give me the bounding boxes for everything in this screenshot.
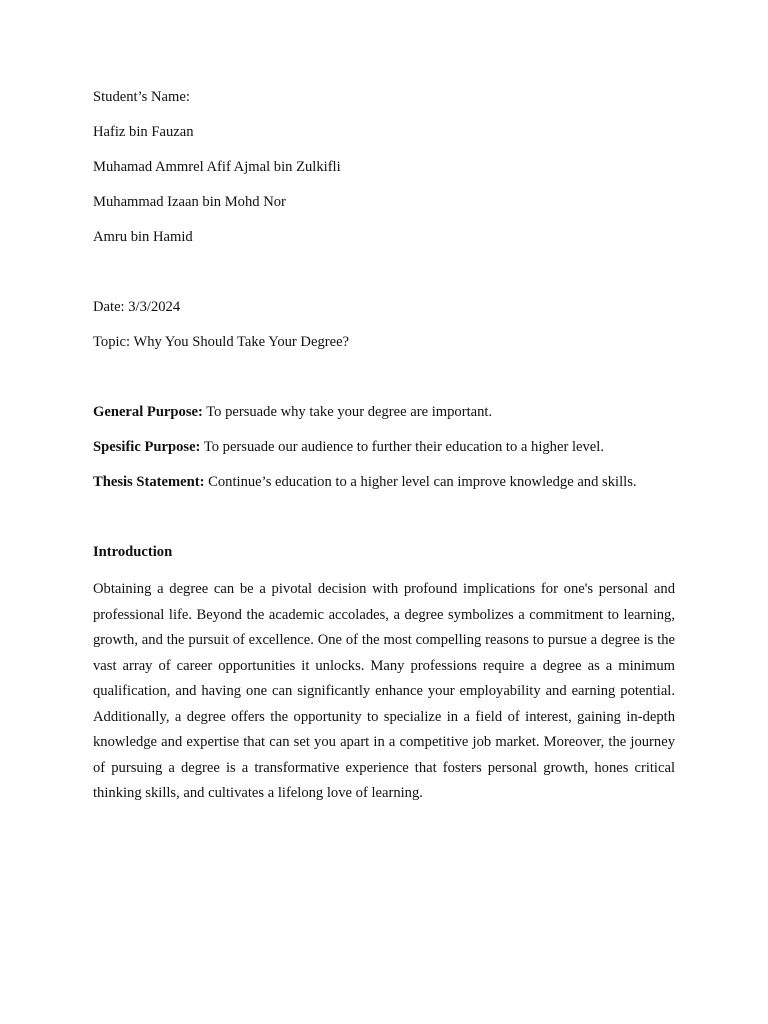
student-name: Hafiz bin Fauzan [93,124,194,140]
student-name: Muhamad Ammrel Afif Ajmal bin Zulkifli [93,159,341,175]
general-purpose [93,403,675,421]
topic-line: Topic: Why You Should Take Your Degree? [93,334,350,350]
introduction-heading: Introduction [93,544,173,560]
general-purpose-label: General Purpose: [93,404,203,420]
specific-purpose-text: To persuade our audience to further their education to a higher level. [200,439,604,455]
general-purpose-text: To persuade why take your degree are important. [202,404,493,420]
date-line: Date: 3/3/2024 [93,299,181,315]
student-name: Amru bin Hamid [93,229,193,245]
introduction-paragraph: Obtaining a degree can be a pivotal decision with profound implications for one's personal and professional life. Beyond the academic accolades, a degree symbolizes a commitment to learning, growth, and the pursuit of excellence. One of the most compelling reasons to pursue a degree is the vast array of career opportunities it unlocks. Many professions require a degree as a minimum qualification, and having one can significantly enhance your employability and earning potential. Additionally, a degree offers the opportunity to specialize in a field of interest, gaining in-depth knowledge and expertise that can set you apart in a competitive job market. Moreover, the journey of pursuing a degree is a transformative experience that fosters personal growth, hones critical thinking skills, and cultivates a lifelong love of learning. [93,581,675,801]
document-page [93,88,675,807]
thesis-statement-label: Thesis Statement: [93,474,205,490]
students-label: Student’s Name: [93,89,190,105]
student-name: Muhammad Izaan bin Mohd Nor [93,194,286,210]
thesis-statement [93,473,675,491]
specific-purpose [93,438,675,456]
specific-purpose-label: Spesific Purpose: [93,439,201,455]
thesis-statement-text: Continue’s education to a higher level can improve knowledge and skills. [204,474,637,490]
